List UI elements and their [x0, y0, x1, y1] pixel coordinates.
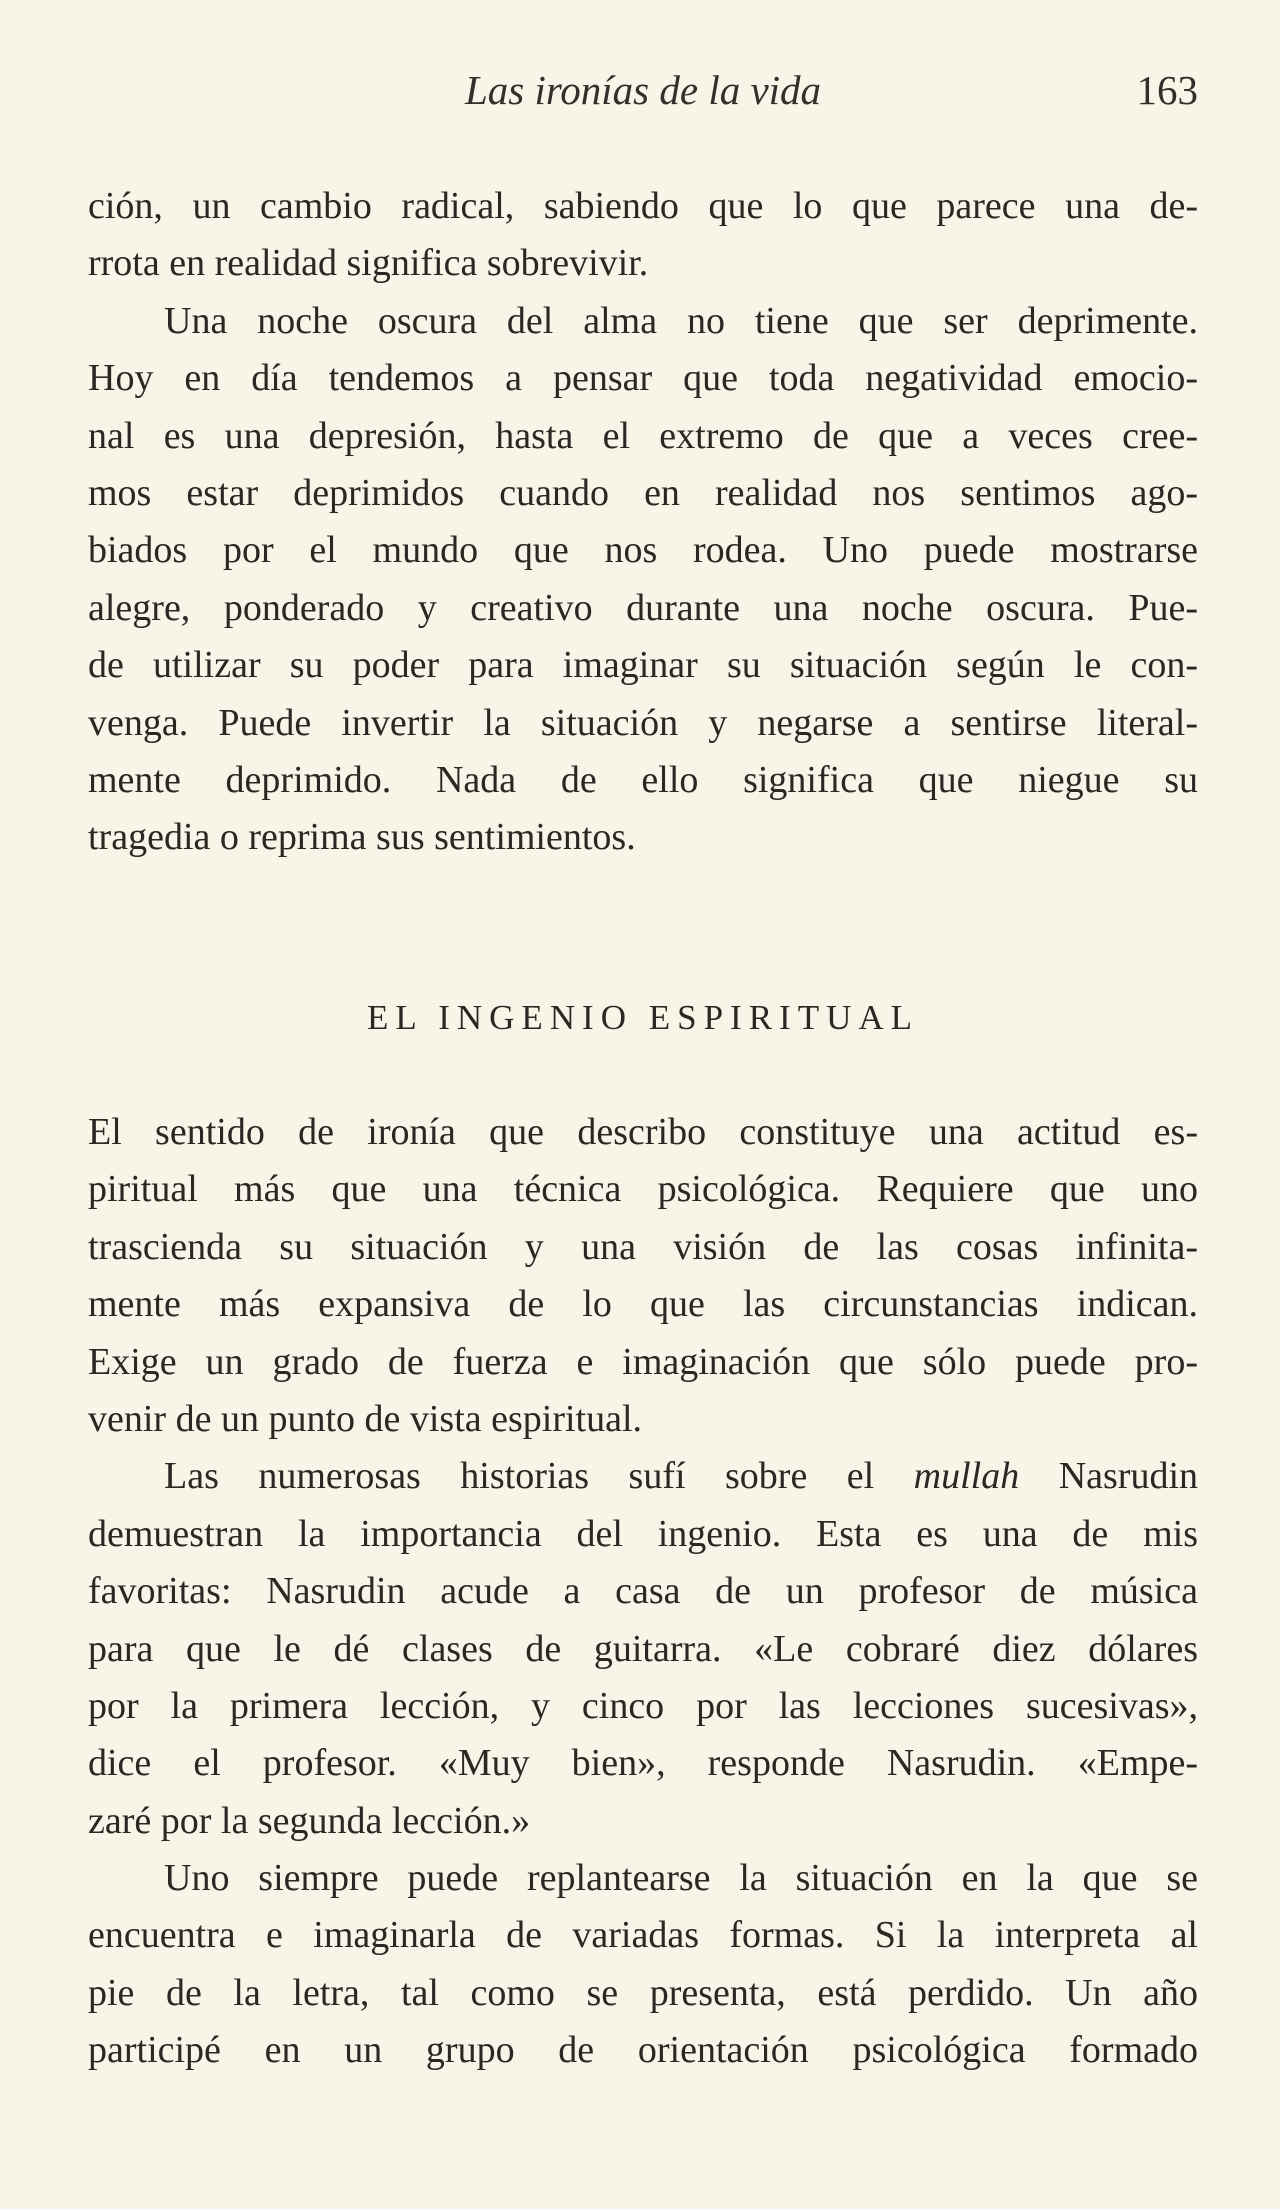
text-line: tragedia o reprima sus sentimientos. — [88, 816, 636, 859]
text-line-with-emphasis — [88, 1448, 1198, 1505]
text-line: mente más expansiva de lo que las circunstancias indican. — [88, 1283, 1198, 1326]
text-line: trascienda su situación y una visión de las cosas infinita- — [88, 1225, 1198, 1268]
text-line: demuestran la importancia del ingenio. Esta es una de mis — [88, 1512, 1198, 1555]
running-title: Las ironías de la vida — [464, 67, 822, 113]
text-line: venga. Puede invertir la situación y negarse a sentirse literal- — [88, 701, 1198, 744]
text-line: piritual más que una técnica psicológica. Requiere que uno — [88, 1168, 1198, 1211]
text-line: Una noche oscura del alma no tiene que ser deprimente. — [164, 299, 1198, 342]
paragraph-block-one — [88, 178, 1198, 867]
text-line: por la primera lección, y cinco por las lecciones sucesivas», — [88, 1684, 1198, 1727]
text-line: alegre, ponderado y creativo durante una noche oscura. Pue- — [88, 586, 1198, 629]
text-line: pie de la letra, tal como se presenta, está perdido. Un año — [88, 1971, 1198, 2014]
emphasized-word: mullah — [913, 1455, 1020, 1498]
text-line: mos estar deprimidos cuando en realidad nos sentimos ago- — [88, 471, 1198, 514]
text-line: mente deprimido. Nada de ello significa que niegue su — [88, 758, 1198, 801]
text-line: Hoy en día tendemos a pensar que toda negatividad emocio- — [88, 357, 1198, 400]
page-number: 163 — [1136, 67, 1198, 113]
text-line: rrota en realidad significa sobrevivir. — [88, 242, 649, 285]
text-line: venir de un punto de vista espiritual. — [88, 1397, 643, 1440]
text-line: El sentido de ironía que describo constituye una actitud es- — [88, 1111, 1198, 1153]
text-line: participé en un grupo de orientación psicológica formado — [88, 2029, 1198, 2072]
line-segment: Nasrudin — [1019, 1455, 1199, 1498]
text-line: para que le dé clases de guitarra. «Le cobraré diez dólares — [88, 1627, 1198, 1670]
text-line: dice el profesor. «Muy bien», responde Nasrudin. «Empe- — [88, 1742, 1198, 1785]
text-line: zaré por la segunda lección.» — [88, 1799, 531, 1842]
line-segment: Las numerosas historias sufí sobre el — [164, 1455, 914, 1498]
text-line: de utilizar su poder para imaginar su situación según le con- — [88, 644, 1198, 687]
text-line: favoritas: Nasrudin acude a casa de un profesor de música — [88, 1570, 1198, 1613]
section-heading: EL INGENIO ESPIRITUAL — [366, 998, 920, 1037]
text-line: nal es una depresión, hasta el extremo de que a veces cree- — [88, 414, 1198, 457]
text-line: encuentra e imaginarla de variadas formas. Si la interpreta al — [88, 1914, 1198, 1957]
text-line: ción, un cambio radical, sabiendo que lo que parece una de- — [88, 185, 1198, 227]
text-line: Exige un grado de fuerza e imaginación que sólo puede pro- — [88, 1340, 1198, 1383]
text-line: biados por el mundo que nos rodea. Uno puede mostrarse — [88, 529, 1198, 572]
paragraph-block-two — [88, 1104, 1198, 2080]
text-line: Uno siempre puede replantearse la situación en la que se — [164, 1857, 1198, 1900]
running-head — [88, 60, 1198, 120]
